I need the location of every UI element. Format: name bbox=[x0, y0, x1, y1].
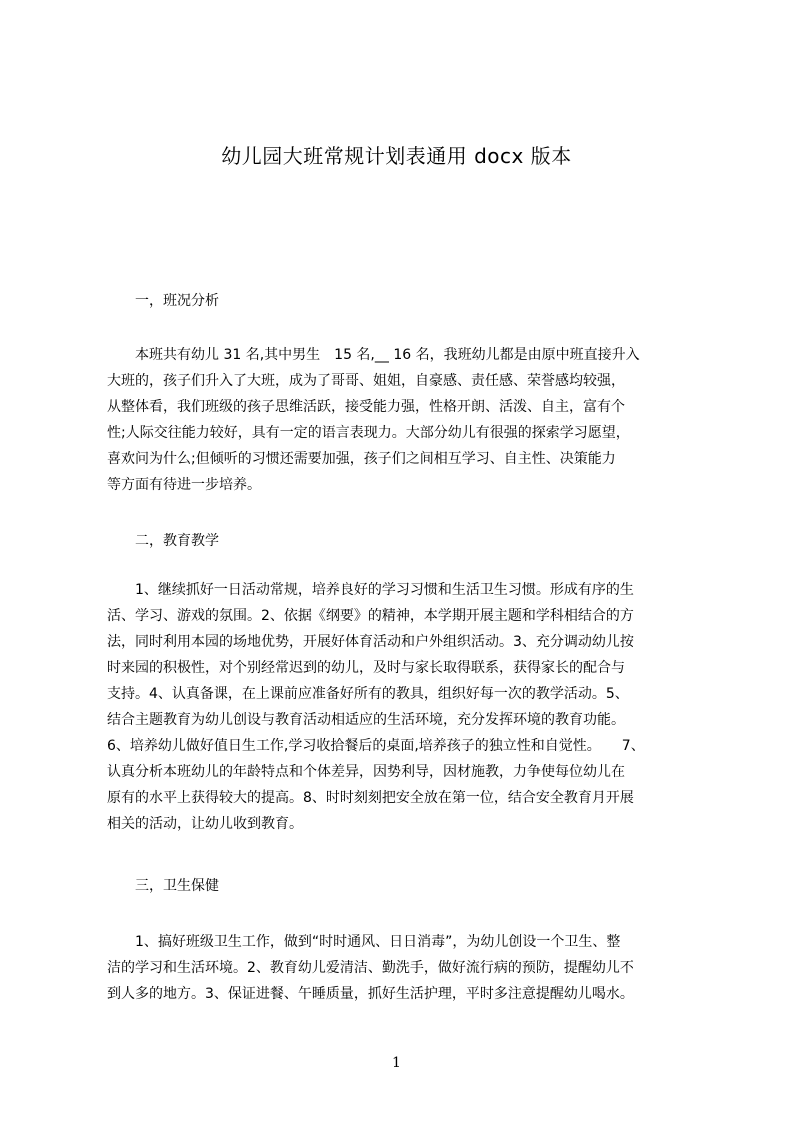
section-heading-class-analysis: 一，班况分析 bbox=[135, 293, 219, 309]
paragraph-line: 法，同时利用本园的场地优势，开展好体育活动和户外组织活动。3、充分调动幼儿按 bbox=[107, 634, 634, 650]
paragraph-line: 性;人际交往能力较好，具有一定的语言表现力。大部分幼儿有很强的探索学习愿望， bbox=[107, 425, 630, 441]
document-title: 幼儿园大班常规计划表通用 docx 版本 bbox=[221, 144, 572, 168]
paragraph-line: 大班的，孩子们升入了大班，成为了哥哥、姐姐，自豪感、责任感、荣誉感均较强， bbox=[107, 373, 625, 389]
paragraph-line: 1、继续抓好一日活动常规，培养良好的学习习惯和生活卫生习惯。形成有序的生 bbox=[107, 582, 634, 598]
page-number: 1 bbox=[392, 1055, 401, 1071]
section-body-education-teaching bbox=[107, 577, 699, 837]
section-body-health-care bbox=[107, 929, 699, 1007]
paragraph-line: 6、培养幼儿做好值日生工作,学习收拾餐后的桌面,培养孩子的独立性和自觉性。 7、 bbox=[107, 738, 645, 754]
paragraph-line: 支持。4、认真备课，在上课前应准备好所有的教具，组织好每一次的教学活动。5、 bbox=[107, 686, 629, 702]
paragraph-line: 相关的活动，让幼儿收到教育。 bbox=[107, 816, 303, 832]
paragraph-line: 认真分析本班幼儿的年龄特点和个体差异，因势利导，因材施教，力争使每位幼儿在 bbox=[107, 764, 625, 780]
section-heading-education-teaching: 二，教育教学 bbox=[135, 533, 219, 549]
section-heading-health-care: 三，卫生保健 bbox=[135, 878, 219, 894]
paragraph-line: 从整体看，我们班级的孩子思维活跃，接受能力强，性格开朗、活泼、自主，富有个 bbox=[107, 399, 625, 415]
section-body-class-analysis bbox=[107, 342, 699, 498]
paragraph-line: 等方面有待进一步培养。 bbox=[107, 477, 261, 493]
paragraph-line: 喜欢问为什么;但倾听的习惯还需要加强，孩子们之间相互学习、自主性、决策能力 bbox=[107, 451, 616, 467]
paragraph-line: 洁的学习和生活环境。2、教育幼儿爱清洁、勤洗手，做好流行病的预防，提醒幼儿不 bbox=[107, 960, 634, 976]
paragraph-line: 活、学习、游戏的氛围。2、依据《纲要》的精神，本学期开展主题和学科相结合的方 bbox=[107, 608, 634, 624]
paragraph-line: 原有的水平上获得较大的提高。8、时时刻刻把安全放在第一位，结合安全教育月开展 bbox=[107, 790, 634, 806]
paragraph-line: 结合主题教育为幼儿创设与教育活动相适应的生活环境，充分发挥环境的教育功能。 bbox=[107, 712, 625, 728]
paragraph-line: 1、搞好班级卫生工作，做到“时时通风、日日消毒”，为幼儿创设一个卫生、整 bbox=[107, 934, 621, 950]
paragraph-line: 到人多的地方。3、保证进餐、午睡质量，抓好生活护理，平时多注意提醒幼儿喝水。 bbox=[107, 986, 634, 1002]
paragraph-line: 本班共有幼儿 31 名,其中男生 15 名,__ 16 名，我班幼儿都是由原中班直接升入 bbox=[107, 347, 640, 363]
paragraph-line: 时来园的积极性，对个别经常迟到的幼儿，及时与家长取得联系，获得家长的配合与 bbox=[107, 660, 625, 676]
